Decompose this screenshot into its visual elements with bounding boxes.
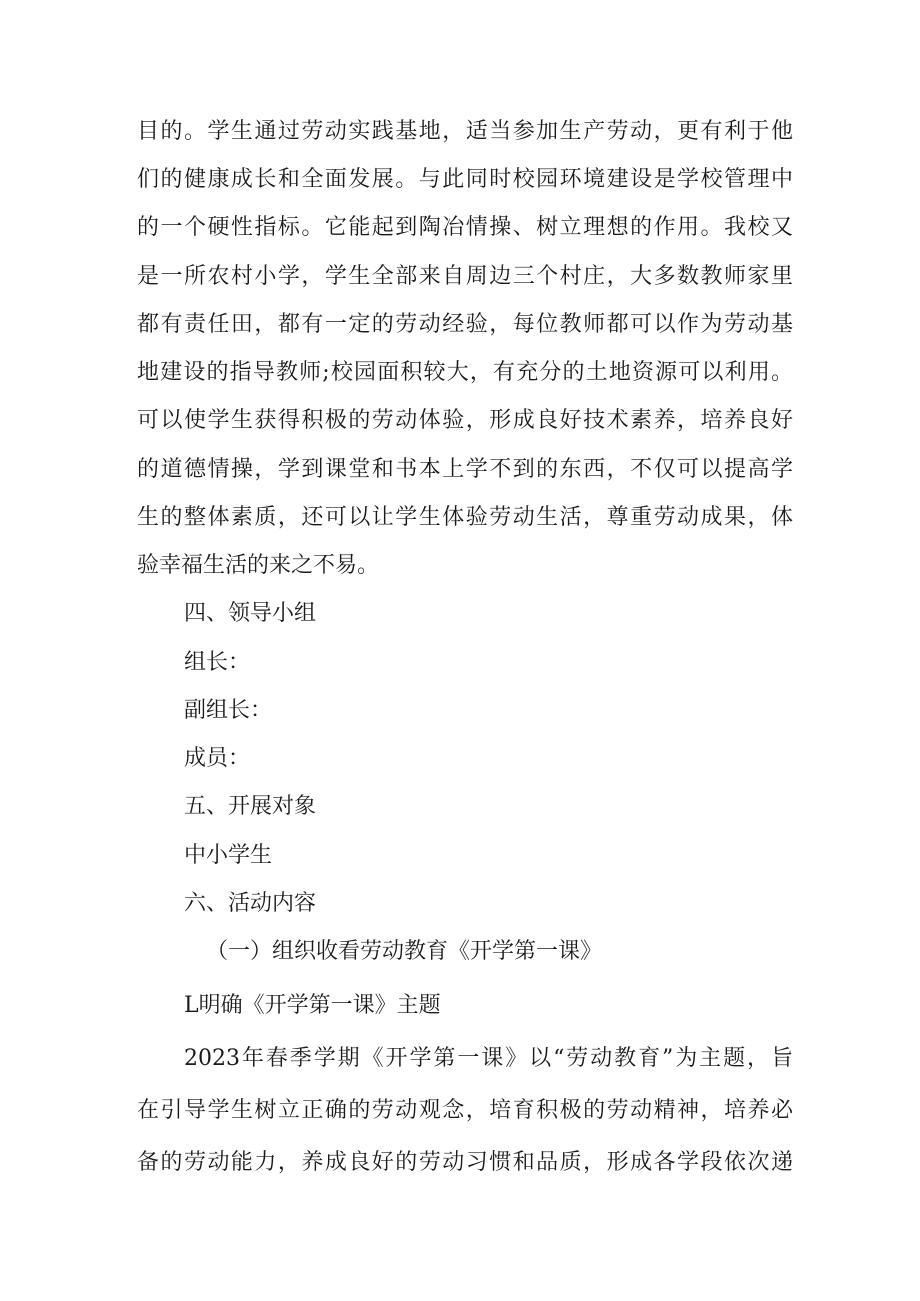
paragraph-2-line-3: 备的劳动能力，养成良好的劳动习惯和品质，形成各学段依次递 (137, 1150, 793, 1175)
item-1-heading: L明确《开学第一课》主题 (184, 993, 441, 1018)
paragraph-1-line-5: 都有责任田，都有一定的劳动经验，每位教师都可以作为劳动基 (137, 312, 793, 337)
leader-label: 组长： (184, 650, 251, 675)
paragraph-1-line-4: 是一所农村小学，学生全部来自周边三个村庄，大多数教师家里 (137, 264, 793, 289)
members-label: 成员： (184, 746, 251, 771)
section-6-heading: 六、活动内容 (184, 891, 317, 916)
subsection-1-heading: （一）组织收看劳动教育《开学第一课》 (206, 939, 603, 964)
paragraph-1-line-9: 生的整体素质，还可以让学生体验劳动生活，尊重劳动成果，体 (137, 505, 793, 530)
paragraph-1-line-1: 目的。学生通过劳动实践基地，适当参加生产劳动，更有利于他 (137, 119, 793, 144)
paragraph-2-line-2: 在引导学生树立正确的劳动观念，培育积极的劳动精神，培养必 (137, 1098, 793, 1123)
section-5-body: 中小学生 (184, 843, 273, 868)
paragraph-1-line-10: 验幸福生活的来之不易。 (137, 553, 380, 578)
paragraph-1-line-6: 地建设的指导教师;校园面积较大，有充分的土地资源可以利用。 (137, 360, 793, 385)
deputy-leader-label: 副组长： (184, 698, 273, 723)
paragraph-1-line-8: 的道德情操，学到课堂和书本上学不到的东西，不仅可以提高学 (137, 457, 793, 482)
paragraph-1-line-3: 的一个硬性指标。它能起到陶冶情操、树立理想的作用。我校又 (137, 215, 793, 240)
section-4-heading: 四、领导小组 (184, 601, 317, 626)
section-5-heading: 五、开展对象 (184, 794, 317, 819)
paragraph-1-line-7: 可以使学生获得积极的劳动体验，形成良好技术素养，培养良好 (137, 408, 793, 433)
paragraph-2-line-1: 2023年春季学期《开学第一课》以“劳动教育”为主题，旨 (184, 1046, 793, 1071)
paragraph-1-line-2: 们的健康成长和全面发展。与此同时校园环境建设是学校管理中 (137, 167, 793, 192)
